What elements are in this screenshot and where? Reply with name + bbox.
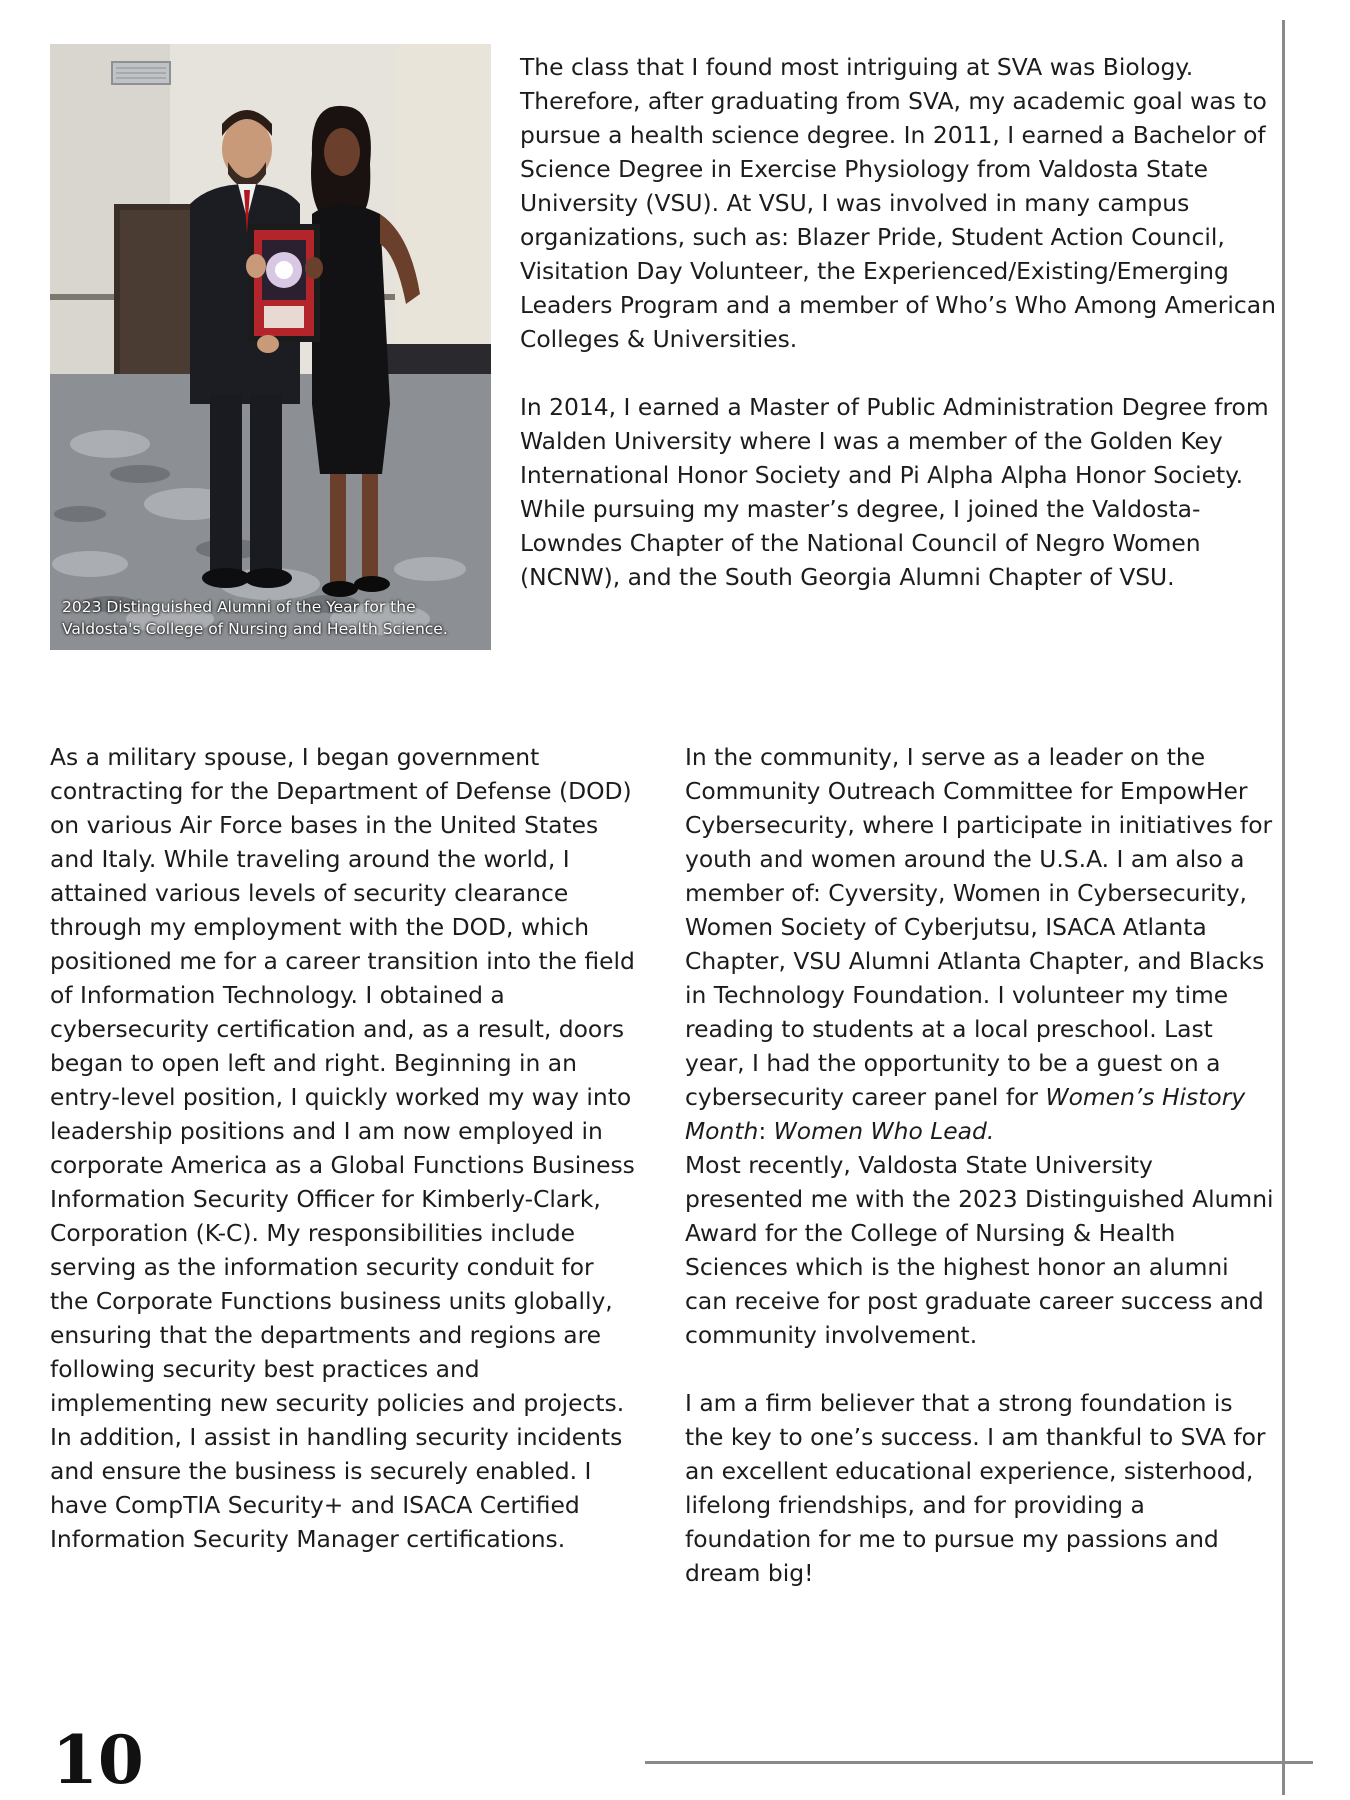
panel-title-part-1: Women’s History Month [685,1083,1246,1145]
footer-rule [645,1761,1313,1764]
panel-title-colon: : [758,1117,767,1145]
page-number: 10 [52,1721,144,1799]
panel-title-part-2: Women Who Lead. [773,1117,995,1145]
photo-caption-line-1: 2023 Distinguished Alumni of the Year for the [62,598,416,616]
award-photo [50,44,491,650]
closing-paragraph: I am a firm believer that a strong foundation is the key to one’s success. I am thankful to SVA for an excellent educational experience, sisterhood, lifelong friendships, and for providing a foundation for me to pursue my passions and dream big! [685,1389,1266,1587]
biology-paragraph: The class that I found most intriguing at SVA was Biology. Therefore, after graduating from SVA, my academic goal was to pursue a health science degree. In 2011, I earned a Bachelor of Science Degree in Exercise Physiology from Valdosta State University (VSU). At VSU, I was involved in many campus organizations, such as: Blazer Pride, Student Action Council, Visitation Day Volunteer, the Experienced/Existing/Emerging Leaders Program and a member of Who’s Who Among American Colleges & Universities. [520,53,1276,353]
award-paragraph: Most recently, Valdosta State University presented me with the 2023 Distinguished Alumni Award for the College of Nursing & Health Sciences which is the highest honor an alumni can receive for post graduate career success and community involvement. [685,1151,1274,1349]
award-photo-illustration [50,44,491,650]
career-section [50,740,635,1556]
community-text: In the community, I serve as a leader on the Community Outreach Committee for EmpowHer Cybersecurity, where I participate in initiatives for youth and women around the U.S.A. I am also a member of: Cyversity, Women in Cybersecurity, Women Society of Cyberjutsu, ISACA Atlanta Chapter, VSU Alumni Atlanta Chapter, and Blacks in Technology Foundation. I volunteer my time reading to students at a local preschool. Last year, I had the opportunity to be a guest on a cybersecurity career panel for [685,743,1273,1111]
vertical-rule [1282,20,1285,1795]
photo-caption-line-2: Valdosta's College of Nursing and Health Science. [62,620,448,638]
community-paragraph [685,740,1275,1148]
education-section [520,50,1280,594]
military-spouse-paragraph: As a military spouse, I began government contracting for the Department of Defense (DOD) on various Air Force bases in the United States and Italy. While traveling around the world, I attained various levels of security clearance through my employment with the DOD, which positioned me for a career transition into the field of Information Technology. I obtained a cybersecurity certification and, as a result, doors began to open left and right. Beginning in an entry-level position, I quickly worked my way into leadership positions and I am now employed in corporate America as a Global Functions Business Information Security Officer for Kimberly-Clark, Corporation (K-C). My responsibilities include serving as the information security conduit for the Corporate Functions business units globally, ensuring that the departments and regions are following security best practices and implementing new security policies and projects. In addition, I assist in handling security incidents and ensure the business is securely enabled. I have CompTIA Security+ and ISACA Certified Information Security Manager certifications. [50,743,635,1553]
masters-paragraph: In 2014, I earned a Master of Public Administration Degree from Walden University where I was a member of the Golden Key International Honor Society and Pi Alpha Alpha Honor Society. While pursuing my master’s degree, I joined the Valdosta-Lowndes Chapter of the National Council of Negro Women (NCNW), and the South Georgia Alumni Chapter of VSU. [520,393,1269,591]
photo-caption [62,596,482,640]
community-section [685,740,1275,1590]
